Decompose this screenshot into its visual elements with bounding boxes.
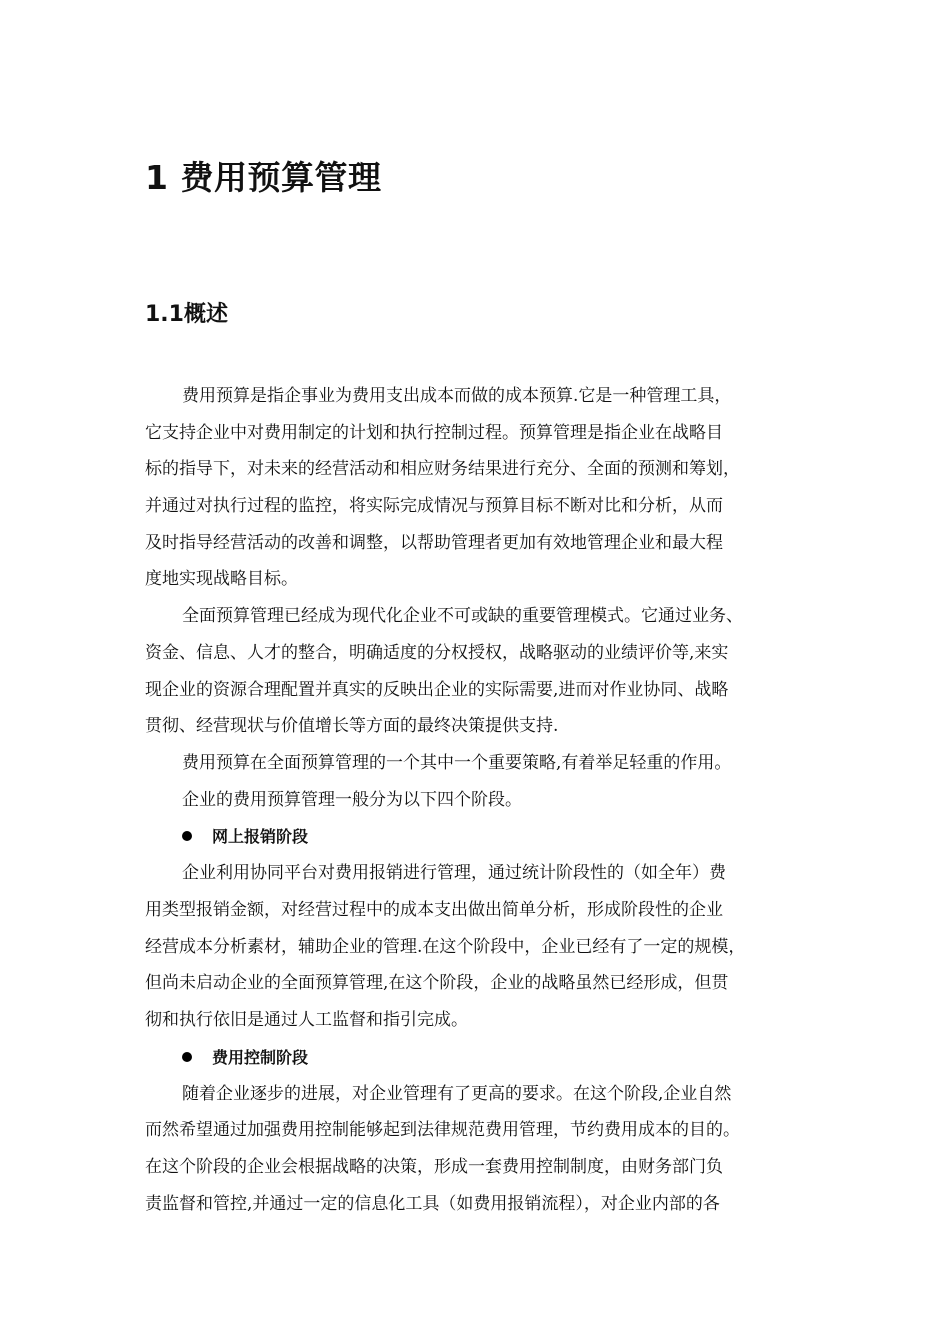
bullet-label: 网上报销阶段 <box>212 827 309 847</box>
paragraph-line: 贯彻、经营现状与价值增长等方面的最终决策提供支持. <box>145 716 559 737</box>
section-title: 1.1概述 <box>145 302 228 327</box>
bullet-heading-expense-control <box>145 1039 825 1076</box>
paragraph-line: 全面预算管理已经成为现代化企业不可或缺的重要管理模式。它通过业务、 <box>182 606 743 627</box>
paragraph-line: 它支持企业中对费用制定的计划和执行控制过程。预算管理是指企业在战略目 <box>145 422 723 443</box>
paragraph-line: 资金、信息、人才的整合，明确适度的分权授权，战略驱动的业绩评价等,来实 <box>145 642 729 663</box>
paragraph-online-reimbursement <box>145 855 825 1038</box>
paragraph-line: 及时指导经营活动的改善和调整，以帮助管理者更加有效地管理企业和最大程 <box>145 532 723 553</box>
paragraph-line: 并通过对执行过程的监控，将实际完成情况与预算目标不断对比和分析，从而 <box>145 496 723 517</box>
paragraph-line: 而然希望通过加强费用控制能够起到法律规范费用管理，节约费用成本的目的。 <box>145 1120 740 1141</box>
paragraph-line: 但尚未启动企业的全面预算管理,在这个阶段，企业的战略虽然已经形成，但贯 <box>145 973 729 994</box>
body-text <box>145 378 825 1222</box>
paragraph-expense-role: 费用预算在全面预算管理的一个其中一个重要策略,有着举足轻重的作用。 <box>182 752 732 773</box>
paragraph-line: 经营成本分析素材，辅助企业的管理.在这个阶段中，企业已经有了一定的规模， <box>145 936 746 957</box>
paragraph-line: 费用预算是指企事业为费用支出成本而做的成本预算.它是一种管理工具， <box>182 386 732 406</box>
bullet-heading-online-reimbursement <box>145 818 825 855</box>
paragraph-line: 现企业的资源合理配置并真实的反映出企业的实际需要,进而对作业协同、战略 <box>145 679 729 700</box>
chapter-title: 1 费用预算管理 <box>145 158 382 197</box>
paragraph-line: 用类型报销金额，对经营过程中的成本支出做出简单分析，形成阶段性的企业 <box>145 899 723 920</box>
bullet-label: 费用控制阶段 <box>212 1047 309 1067</box>
paragraph-line: 在这个阶段的企业会根据战略的决策，形成一套费用控制制度，由财务部门负 <box>145 1157 723 1178</box>
paragraph-line: 标的指导下，对未来的经营活动和相应财务结果进行充分、全面的预测和筹划， <box>145 459 740 480</box>
paragraph-comprehensive-budget <box>145 598 825 745</box>
paragraph-line: 责监督和管控,并通过一定的信息化工具（如费用报销流程），对企业内部的各 <box>145 1193 720 1214</box>
paragraph-line: 企业利用协同平台对费用报销进行管理，通过统计阶段性的（如全年）费 <box>182 863 726 884</box>
paragraph-line: 度地实现战略目标。 <box>145 569 298 590</box>
paragraph-stages-intro: 企业的费用预算管理一般分为以下四个阶段。 <box>182 789 522 810</box>
bullet-dot-icon <box>182 1052 192 1062</box>
bullet-dot-icon <box>182 831 192 841</box>
paragraph-line: 随着企业逐步的进展，对企业管理有了更高的要求。在这个阶段,企业自然 <box>182 1083 732 1104</box>
paragraph-expense-control <box>145 1076 825 1223</box>
paragraph-line: 彻和执行依旧是通过人工监督和指引完成。 <box>145 1010 468 1030</box>
paragraph-overview <box>145 378 825 598</box>
